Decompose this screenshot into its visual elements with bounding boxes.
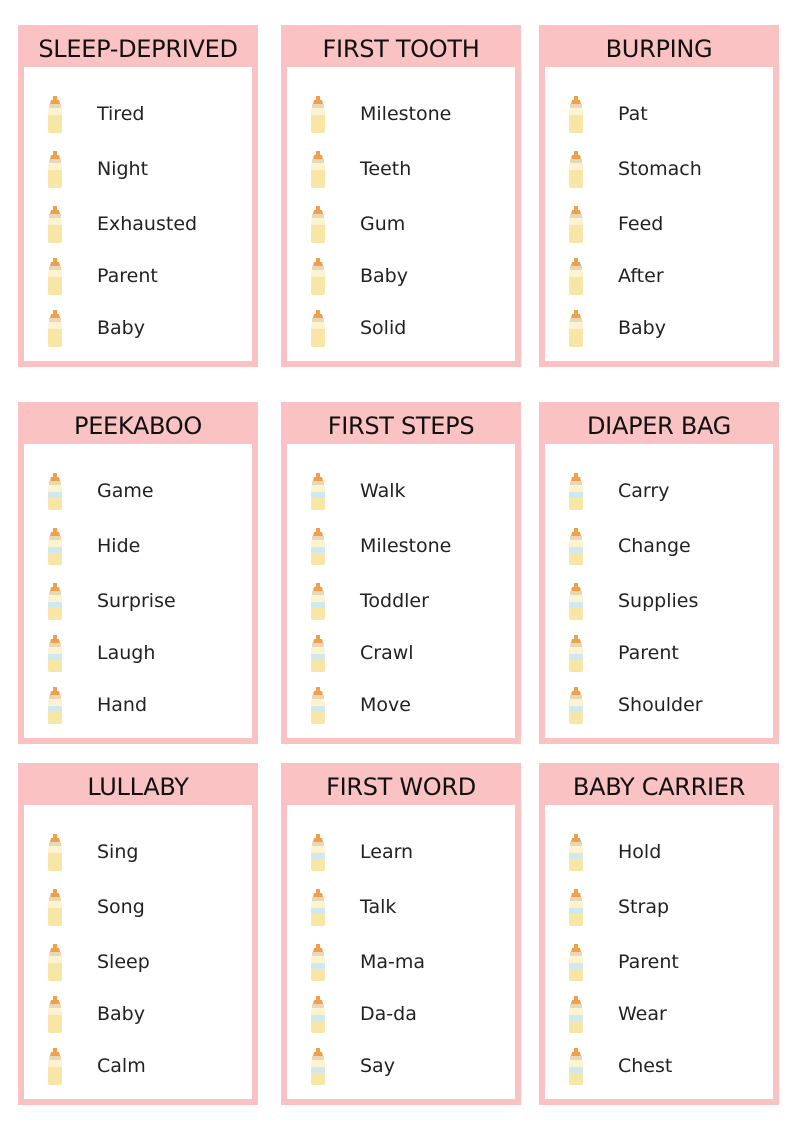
list-item [24,686,252,726]
word-label: Talk [360,896,397,918]
list-item [24,995,252,1035]
baby-bottle-icon [46,150,64,190]
baby-bottle-icon [567,943,585,983]
baby-bottle-icon [567,634,585,674]
card-header [545,31,773,67]
baby-bottle-icon [46,634,64,674]
list-item [545,205,773,245]
baby-bottle-icon [46,95,64,135]
baby-bottle-icon [309,1047,327,1087]
list-item [24,205,252,245]
word-label: Gum [360,213,406,235]
list-item [287,472,515,512]
word-label: Parent [97,265,158,287]
list-item [545,943,773,983]
card-first-word [281,763,521,1105]
baby-bottle-icon [46,686,64,726]
card-first-tooth [281,25,521,367]
list-item [24,634,252,674]
list-item [545,309,773,349]
word-label: Parent [618,642,679,664]
baby-bottle-icon [46,527,64,567]
list-item [545,582,773,622]
baby-bottle-icon [309,257,327,297]
word-label: Wear [618,1003,667,1025]
list-item [545,1047,773,1087]
word-label: Baby [97,317,145,339]
list-item [24,833,252,873]
card-lullaby [18,763,258,1105]
card-header [287,408,515,444]
baby-bottle-icon [567,995,585,1035]
word-label: Night [97,158,149,180]
word-label: Feed [618,213,664,235]
baby-bottle-icon [309,943,327,983]
list-item [287,582,515,622]
baby-bottle-icon [567,150,585,190]
list-item [545,95,773,135]
baby-bottle-icon [46,205,64,245]
baby-bottle-icon [309,95,327,135]
list-item [287,309,515,349]
word-label: Carry [618,480,670,502]
list-item [545,472,773,512]
baby-bottle-icon [567,888,585,928]
baby-bottle-icon [46,888,64,928]
baby-bottle-icon [567,582,585,622]
list-item [287,634,515,674]
word-label: Shoulder [618,694,703,716]
word-label: Change [618,535,691,557]
word-label: Walk [360,480,406,502]
list-item [545,257,773,297]
baby-bottle-icon [309,205,327,245]
list-item [24,257,252,297]
baby-bottle-icon [309,634,327,674]
card-title: FIRST STEPS [327,412,475,440]
word-label: Sleep [97,951,150,973]
card-title: DIAPER BAG [587,412,731,440]
card-title: PEEKABOO [74,412,202,440]
word-label: Learn [360,841,414,863]
baby-bottle-icon [567,95,585,135]
card-title: SLEEP-DEPRIVED [38,35,238,63]
list-item [24,582,252,622]
list-item [287,1047,515,1087]
word-label: Milestone [360,535,452,557]
list-item [287,95,515,135]
card-burping [539,25,779,367]
list-item [287,686,515,726]
list-item [24,472,252,512]
card-diaper-bag [539,402,779,744]
card-header [24,31,252,67]
word-label: Parent [618,951,679,973]
list-item [545,634,773,674]
card-header [545,408,773,444]
word-label: Teeth [360,158,412,180]
card-title: LULLABY [87,773,189,801]
word-label: Crawl [360,642,414,664]
word-label: Exhausted [97,213,198,235]
word-label: Song [97,896,145,918]
word-label: Stomach [618,158,702,180]
word-label: Baby [618,317,666,339]
card-header [545,769,773,805]
word-label: Ma-ma [360,951,426,973]
baby-bottle-icon [309,995,327,1035]
baby-bottle-icon [309,686,327,726]
baby-bottle-icon [309,150,327,190]
list-item [287,995,515,1035]
word-label: Milestone [360,103,452,125]
list-item [545,995,773,1035]
card-first-steps [281,402,521,744]
word-label: Sing [97,841,139,863]
word-label: Chest [618,1055,673,1077]
word-label: Hold [618,841,662,863]
card-sleep-deprived [18,25,258,367]
card-header [24,408,252,444]
baby-bottle-icon [567,833,585,873]
word-label: Hide [97,535,141,557]
baby-bottle-icon [46,309,64,349]
list-item [287,205,515,245]
word-label: Surprise [97,590,176,612]
word-label: Game [97,480,154,502]
word-label: Da-da [360,1003,417,1025]
word-label: Hand [97,694,148,716]
baby-bottle-icon [46,1047,64,1087]
list-item [545,686,773,726]
list-item [545,527,773,567]
card-title: FIRST WORD [326,773,476,801]
baby-bottle-icon [46,995,64,1035]
baby-bottle-icon [567,472,585,512]
baby-bottle-icon [567,527,585,567]
list-item [287,833,515,873]
word-label: Toddler [360,590,429,612]
baby-bottle-icon [46,257,64,297]
list-item [24,309,252,349]
baby-bottle-icon [567,309,585,349]
baby-bottle-icon [46,943,64,983]
list-item [287,888,515,928]
list-item [287,150,515,190]
card-title: BURPING [605,35,713,63]
word-label: Tired [97,103,145,125]
list-item [287,257,515,297]
baby-bottle-icon [309,472,327,512]
list-item [24,1047,252,1087]
list-item [24,150,252,190]
baby-bottle-icon [309,527,327,567]
list-item [24,95,252,135]
word-label: Solid [360,317,407,339]
card-header [287,769,515,805]
list-item [545,888,773,928]
list-item [287,527,515,567]
word-label: Calm [97,1055,146,1077]
baby-bottle-icon [567,257,585,297]
baby-bottle-icon [567,205,585,245]
card-title: FIRST TOOTH [322,35,480,63]
baby-bottle-icon [567,686,585,726]
baby-bottle-icon [309,888,327,928]
baby-bottle-icon [46,833,64,873]
baby-bottle-icon [567,1047,585,1087]
baby-bottle-icon [46,582,64,622]
baby-bottle-icon [309,833,327,873]
baby-bottle-icon [46,472,64,512]
card-title: BABY CARRIER [572,773,746,801]
word-label: Say [360,1055,395,1077]
list-item [24,943,252,983]
word-label: Move [360,694,411,716]
word-label: Strap [618,896,670,918]
baby-bottle-icon [309,582,327,622]
list-item [287,943,515,983]
card-header [24,769,252,805]
list-item [545,833,773,873]
word-label: Laugh [97,642,156,664]
baby-bottle-icon [309,309,327,349]
word-label: Baby [97,1003,145,1025]
list-item [545,150,773,190]
list-item [24,527,252,567]
card-peekaboo [18,402,258,744]
list-item [24,888,252,928]
card-baby-carrier [539,763,779,1105]
word-label: After [618,265,664,287]
word-label: Pat [618,103,648,125]
word-label: Supplies [618,590,699,612]
card-header [287,31,515,67]
word-label: Baby [360,265,408,287]
